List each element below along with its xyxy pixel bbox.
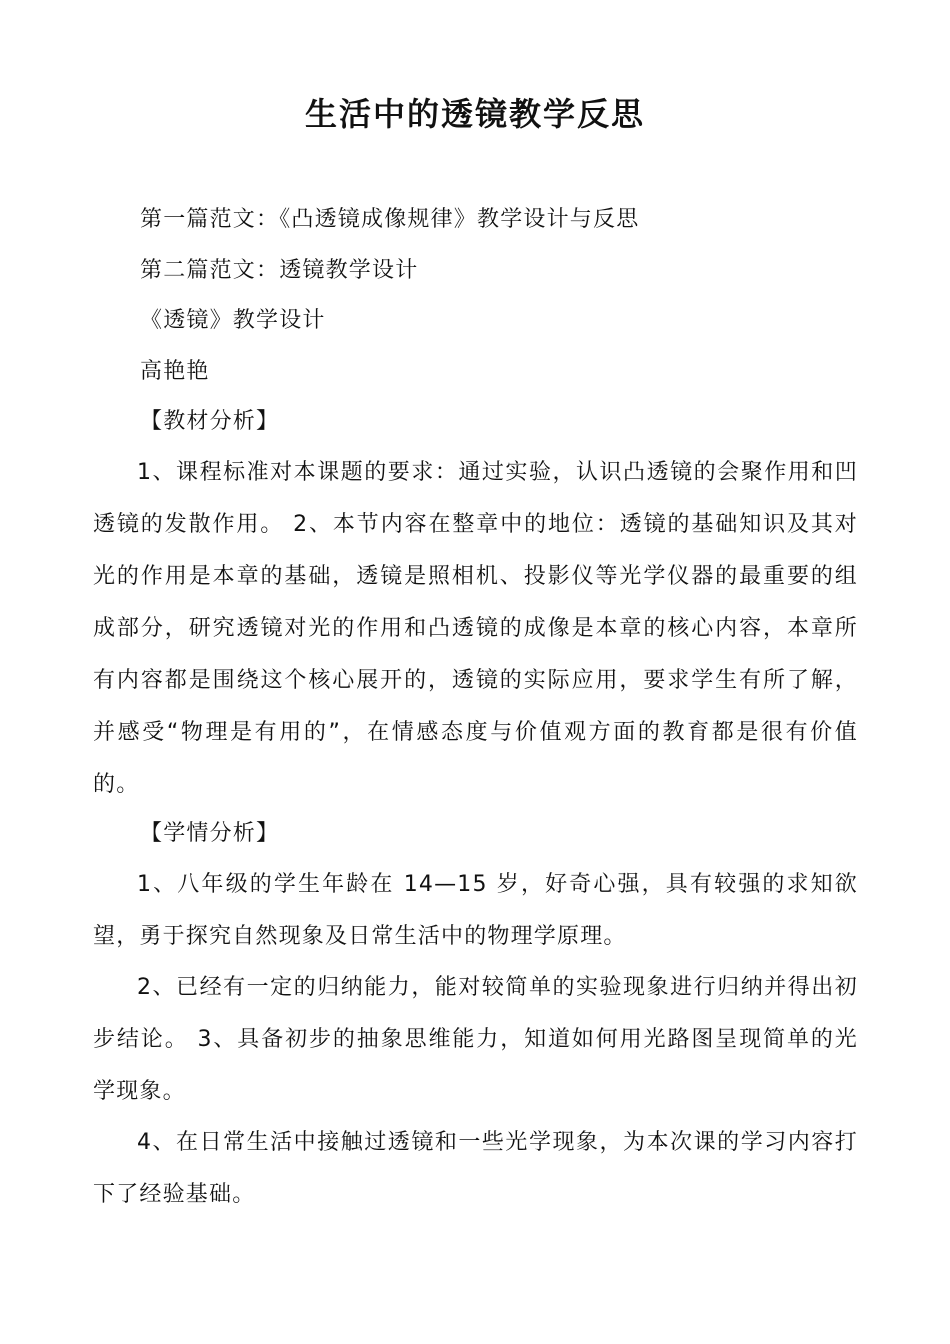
section-heading-textbook-analysis: 【教材分析】 [140, 409, 280, 434]
header-line-author: 高艳艳 [140, 359, 210, 384]
paragraph-student-analysis-2: 2、已经有一定的归纳能力，能对较简单的实验现象进行归纳并得出初步结论。 3、具备初步的抽象思维能力，知道如何用光路图呈现简单的光学现象。 [93, 975, 858, 1104]
header-line-design-title: 《透镜》教学设计 [140, 308, 326, 333]
paragraph-student-analysis-4: 4、在日常生活中接触过透镜和一些光学现象，为本次课的学习内容打下了经验基础。 [93, 1130, 858, 1207]
document-title: 生活中的透镜教学反思 [304, 95, 645, 133]
header-line-first-essay: 第一篇范文：《凸透镜成像规律》教学设计与反思 [140, 207, 640, 232]
paragraph-student-analysis-1: 1、八年级的学生年龄在 14—15 岁，好奇心强，具有较强的求知欲望，勇于探究自然现象及日常生活中的物理学原理。 [93, 872, 858, 949]
section-heading-student-analysis: 【学情分析】 [140, 821, 280, 846]
paragraph-textbook-analysis: 1、课程标准对本课题的要求：通过实验，认识凸透镜的会聚作用和凹透镜的发散作用。 2、本节内容在整章中的地位：透镜的基础知识及其对光的作用是本章的基础，透镜是照相机、投影仪等光学仪器的最重要的组成部分，研究透镜对光的作用和凸透镜的成像是本章的核心内容，本章所有内容都是围绕这个核心展开的，透镜的实际应用，要求学生有所了解，并感受“物理是有用的”，在情感态度与价值观方面的教育都是很有价值的。 [93, 460, 858, 797]
header-line-second-essay: 第二篇范文：透镜教学设计 [140, 258, 419, 283]
